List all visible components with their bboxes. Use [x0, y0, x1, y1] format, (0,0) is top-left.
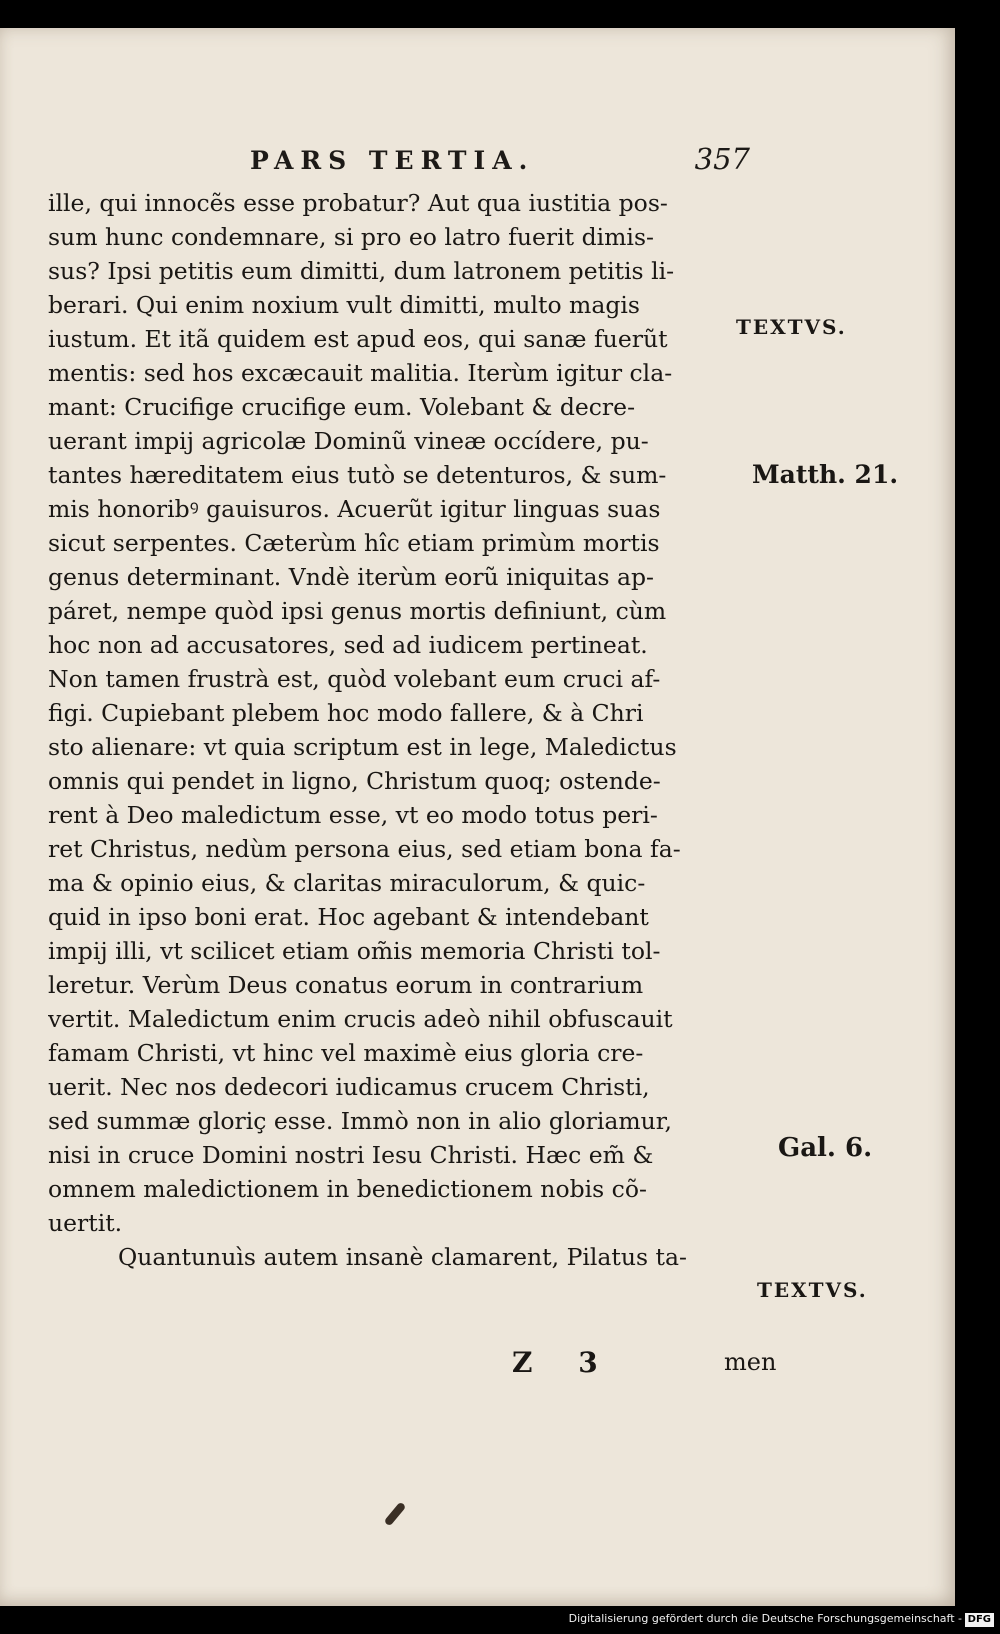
- text-line: famam Christi, vt hinc vel maximè eius gloria cre-: [48, 1039, 644, 1067]
- text-line: leretur. Verùm Deus conatus eorum in contrarium: [48, 971, 644, 999]
- text-line: sto alienare: vt quia scriptum est in lege, Maledictus: [48, 733, 677, 761]
- dfg-logo: DFG: [965, 1613, 994, 1627]
- margin-note-textus-1: TEXTVS.: [736, 315, 847, 339]
- footer-bar: [0, 1606, 1000, 1634]
- text-line: iustum. Et itã quidem est apud eos, qui sanæ fuerũt: [48, 325, 668, 353]
- text-line: Non tamen frustrà est, quòd volebant eum cruci af-: [48, 665, 661, 693]
- text-line: hoc non ad accusatores, sed ad iudicem pertineat.: [48, 631, 648, 659]
- text-line: sum hunc condemnare, si pro eo latro fuerit dimis-: [48, 223, 654, 251]
- text-line: nisi in cruce Domini nostri Iesu Christi. Hæc em̃ &: [48, 1141, 654, 1169]
- text-line: mant: Crucifige crucifige eum. Volebant & decre-: [48, 393, 636, 421]
- catchword: men: [724, 1348, 777, 1376]
- text-line: figi. Cupiebant plebem hoc modo fallere, & à Chri: [48, 699, 644, 727]
- text-line: ille, qui innocẽs esse probatur? Aut qua iustitia pos-: [48, 189, 668, 217]
- text-line: vertit. Maledictum enim crucis adeò nihil obfuscauit: [48, 1005, 673, 1033]
- margin-note-textus-2: TEXTVS.: [757, 1278, 868, 1302]
- text-line: uerit. Nec nos dedecori iudicamus crucem Christi,: [48, 1073, 650, 1101]
- text-line: sed summæ gloriç esse. Immò non in alio gloriamur,: [48, 1107, 672, 1135]
- signature-mark: Z 3: [512, 1346, 616, 1379]
- text-line: mentis: sed hos excæcauit malitia. Iterùm igitur cla-: [48, 359, 673, 387]
- body-text: [48, 186, 753, 1274]
- text-line: tantes hæreditatem eius tutò se detenturos, & sum-: [48, 461, 667, 489]
- text-line: páret, nempe quòd ipsi genus mortis definiunt, cùm: [48, 597, 667, 625]
- page-number: 357: [694, 142, 750, 176]
- text-line: uertit.: [48, 1209, 123, 1237]
- text-line: omnis qui pendet in ligno, Christum quoq; ostende-: [48, 767, 661, 795]
- text-line: ma & opinio eius, & claritas miraculorum, & quic-: [48, 869, 646, 897]
- text-line: mis honoribꝰ gauisuros. Acuerũt igitur linguas suas: [48, 495, 661, 523]
- ink-mark: [384, 1501, 407, 1526]
- text-line: genus determinant. Vndè iterùm eorũ iniquitas ap-: [48, 563, 654, 591]
- text-line: berari. Qui enim noxium vult dimitti, multo magis: [48, 291, 640, 319]
- text-line: impij illi, vt scilicet etiam om̃is memoria Christi tol-: [48, 937, 661, 965]
- text-line: Quantunuìs autem insanè clamarent, Pilatus ta-: [118, 1243, 687, 1271]
- margin-note-gal: Gal. 6.: [778, 1133, 873, 1163]
- text-line: ret Christus, nedùm persona eius, sed etiam bona fa-: [48, 835, 681, 863]
- text-line: uerant impij agricolæ Dominũ vineæ occídere, pu-: [48, 427, 649, 455]
- margin-note-matth: Matth. 21.: [752, 460, 899, 489]
- text-line: sicut serpentes. Cæterùm hîc etiam primùm mortis: [48, 529, 660, 557]
- text-line: omnem maledictionem in benedictionem nobis cõ-: [48, 1175, 647, 1203]
- book-page: [0, 28, 955, 1606]
- text-line: sus? Ipsi petitis eum dimitti, dum latronem petitis li-: [48, 257, 675, 285]
- text-line: rent à Deo maledictum esse, vt eo modo totus peri-: [48, 801, 658, 829]
- text-line: quid in ipso boni erat. Hoc agebant & intendebant: [48, 903, 649, 931]
- running-head-title: PARS TERTIA.: [250, 146, 535, 175]
- running-head: [250, 142, 750, 182]
- footer-credit: Digitalisierung gefördert durch die Deutsche Forschungsgemeinschaft -: [568, 1612, 962, 1625]
